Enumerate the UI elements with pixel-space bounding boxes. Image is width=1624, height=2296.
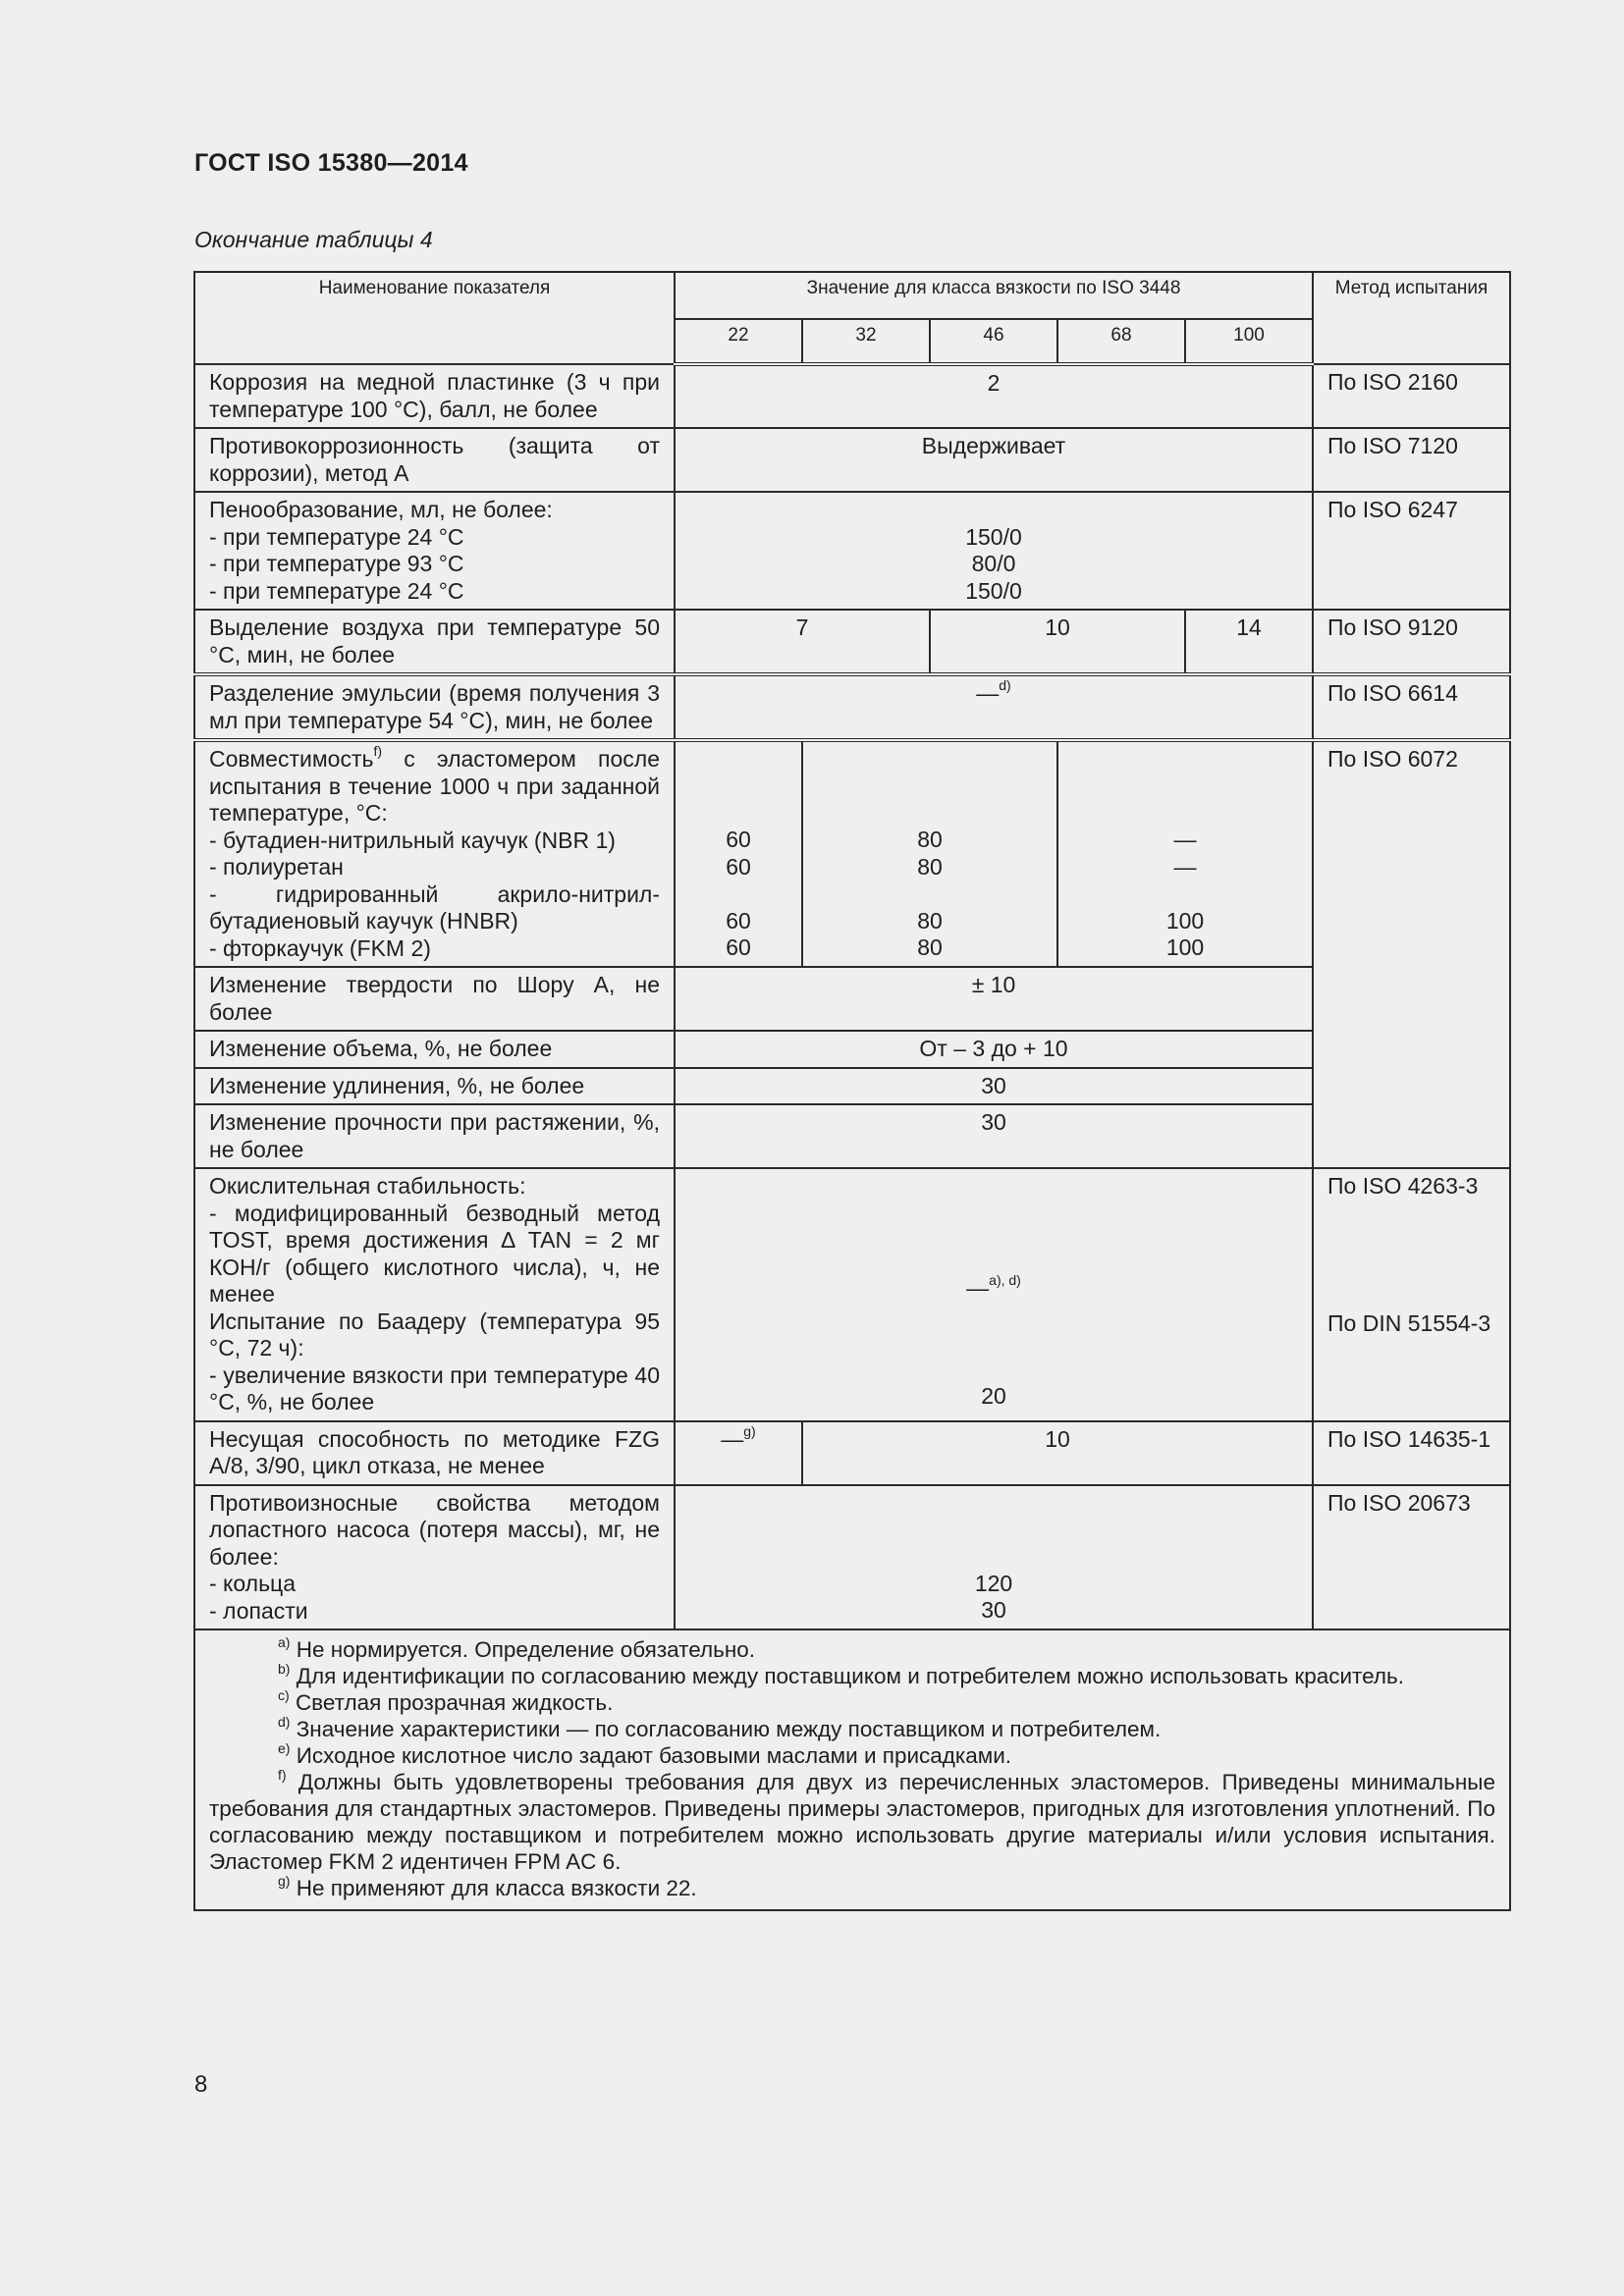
table-row bbox=[194, 492, 1510, 610]
row-value: ± 10 bbox=[675, 967, 1313, 1031]
page-number: 8 bbox=[194, 2071, 208, 2098]
compat-value: 80 bbox=[917, 934, 943, 960]
footnote-text: Исходное кислотное число задают базовыми маслами и присадками. bbox=[296, 1743, 1012, 1768]
row-name: Изменение твердости по Шору А, не более bbox=[194, 967, 675, 1031]
antiwear-item: - кольца bbox=[209, 1571, 297, 1596]
oxidation-item: - увеличение вязкости при температуре 40 °С, %, не более bbox=[209, 1362, 660, 1415]
header-indicator: Наименование показателя bbox=[194, 272, 675, 364]
compat-value: 60 bbox=[726, 934, 751, 960]
row-name: Противокоррозионность (защита от коррозии), метод А bbox=[194, 428, 675, 492]
footnote-mark: b) bbox=[278, 1660, 291, 1677]
row-name: Выделение воздуха при температуре 50 °С, мин, не более bbox=[194, 610, 675, 674]
footnote bbox=[209, 1766, 1495, 1875]
table-row bbox=[194, 1168, 1510, 1421]
row-value bbox=[675, 1421, 802, 1485]
header-method: Метод испытания bbox=[1313, 272, 1510, 364]
footnote bbox=[209, 1739, 1495, 1769]
row-name: Несущая способность по методике FZG A/8, 3/90, цикл отказа, не менее bbox=[194, 1421, 675, 1485]
row-value bbox=[675, 740, 802, 967]
antiwear-value: 120 bbox=[974, 1570, 1013, 1596]
footnote bbox=[209, 1633, 1495, 1663]
footnote-ref: f) bbox=[373, 743, 383, 760]
row-method: По ISO 6072 bbox=[1313, 740, 1510, 1168]
oxidation-method: По DIN 51554-3 bbox=[1327, 1309, 1491, 1336]
row-name bbox=[194, 492, 675, 610]
header-class: 46 bbox=[930, 319, 1057, 364]
foam-value: 150/0 bbox=[965, 577, 1022, 604]
table-row bbox=[194, 1485, 1510, 1630]
foam-item: - при температуре 24 °С bbox=[209, 523, 464, 550]
row-name: Изменение прочности при растяжении, %, не более bbox=[194, 1104, 675, 1168]
table-row bbox=[194, 610, 1510, 674]
compat-title: Совместимость bbox=[209, 746, 374, 772]
table-row bbox=[194, 740, 1510, 967]
table-row bbox=[194, 428, 1510, 492]
row-value: 7 bbox=[675, 610, 930, 674]
compat-item: - гидрированный акрило-нитрил-бутадиеновый каучук (HNBR) bbox=[209, 881, 660, 934]
oxidation-item: - модифицированный безводный метод TOST, время достижения ∆ TAN = 2 мг КОН/г (общего кислотного числа), ч, не менее bbox=[209, 1200, 660, 1307]
table-caption: Окончание таблицы 4 bbox=[194, 227, 433, 252]
compat-value: 80 bbox=[917, 853, 943, 880]
footnote-text: Не нормируется. Определение обязательно. bbox=[296, 1637, 756, 1662]
header-viscosity-group: Значение для класса вязкости по ISO 3448 bbox=[675, 272, 1313, 319]
compat-value: 100 bbox=[1165, 907, 1205, 934]
foam-item: - при температуре 24 °С bbox=[209, 577, 464, 604]
row-value: 2 bbox=[675, 364, 1313, 428]
row-method: По ISO 6614 bbox=[1313, 674, 1510, 740]
foam-item: - при температуре 93 °С bbox=[209, 551, 464, 576]
row-value bbox=[675, 492, 1313, 610]
row-value: 30 bbox=[675, 1104, 1313, 1168]
footnotes-row bbox=[194, 1629, 1510, 1910]
footnote bbox=[209, 1686, 1495, 1716]
compat-value: 80 bbox=[917, 827, 943, 852]
emulsion-value: — bbox=[976, 680, 1000, 706]
row-value bbox=[675, 1168, 1313, 1421]
oxidation-item: Испытание по Баадеру (температура 95 °С, 72 ч): bbox=[209, 1308, 660, 1361]
oxidation-title: Окислительная стабильность: bbox=[209, 1173, 526, 1199]
footnote-mark: c) bbox=[278, 1686, 290, 1703]
compat-item: - полиуретан bbox=[209, 854, 344, 880]
header-class: 22 bbox=[675, 319, 802, 364]
row-name bbox=[194, 1485, 675, 1630]
antiwear-item: - лопасти bbox=[209, 1597, 308, 1624]
compat-item: - фторкаучук (FKM 2) bbox=[209, 934, 431, 961]
row-method: По ISO 6247 bbox=[1313, 492, 1510, 610]
row-method bbox=[1313, 1168, 1510, 1421]
row-method: По ISO 9120 bbox=[1313, 610, 1510, 674]
table-row bbox=[194, 674, 1510, 740]
compat-value: 60 bbox=[726, 853, 751, 880]
foam-value: 80/0 bbox=[971, 551, 1016, 576]
footnote-mark: e) bbox=[278, 1739, 291, 1756]
row-value: 10 bbox=[930, 610, 1185, 674]
row-value bbox=[1057, 740, 1313, 967]
header-class: 32 bbox=[802, 319, 930, 364]
compat-value: 60 bbox=[726, 827, 751, 852]
foam-value: 150/0 bbox=[965, 523, 1022, 550]
row-value bbox=[675, 1485, 1313, 1630]
properties-table bbox=[193, 271, 1511, 1911]
footnote-mark: g) bbox=[278, 1872, 291, 1889]
footnote-ref: g) bbox=[743, 1422, 756, 1439]
header-class: 68 bbox=[1057, 319, 1185, 364]
row-value: 10 bbox=[802, 1421, 1313, 1485]
row-name: Изменение объема, %, не более bbox=[194, 1031, 675, 1068]
footnote bbox=[209, 1660, 1495, 1689]
compat-item: - бутадиен-нитрильный каучук (NBR 1) bbox=[209, 827, 616, 853]
compat-value: 60 bbox=[726, 907, 751, 934]
antiwear-title: Противоизносные свойства методом лопастного насоса (потеря массы), мг, не более: bbox=[209, 1489, 660, 1570]
footnote-mark: a) bbox=[278, 1633, 291, 1650]
compat-value: — bbox=[1173, 853, 1197, 880]
row-name bbox=[194, 740, 675, 967]
row-name: Изменение удлинения, %, не более bbox=[194, 1068, 675, 1105]
footnote-text: Должны быть удовлетворены требования для двух из перечисленных эластомеров. Приведены минимальные требования для стандартных эластомеров. Приведены примеры эластомеров, пригодных для изготовления уплотнений. По согласованию между поставщиком и потребителем можно использовать другие материалы и/или условия испытания. Эластомер FKM 2 идентичен FPM AC 6. bbox=[209, 1770, 1495, 1874]
footnote-ref: d) bbox=[999, 677, 1011, 694]
compat-value: 100 bbox=[1165, 934, 1205, 960]
compat-value: — bbox=[1173, 827, 1197, 852]
row-name: Разделение эмульсии (время получения 3 мл при температуре 54 °С), мин, не более bbox=[194, 674, 675, 740]
row-name: Коррозия на медной пластинке (3 ч при температуре 100 °С), балл, не более bbox=[194, 364, 675, 428]
footnote-text: Значение характеристики — по согласованию между поставщиком и потребителем. bbox=[296, 1717, 1162, 1741]
header-class: 100 bbox=[1185, 319, 1313, 364]
footnote-text: Не применяют для класса вязкости 22. bbox=[296, 1876, 697, 1900]
fzg-value-22: — bbox=[721, 1425, 744, 1452]
row-method: По ISO 7120 bbox=[1313, 428, 1510, 492]
row-value: От – 3 до + 10 bbox=[675, 1031, 1313, 1068]
row-value bbox=[675, 674, 1313, 740]
row-value bbox=[802, 740, 1057, 967]
foam-title: Пенообразование, мл, не более: bbox=[209, 497, 553, 522]
footnote-text: Светлая прозрачная жидкость. bbox=[295, 1690, 614, 1715]
compat-value: 80 bbox=[917, 907, 943, 934]
row-value: 30 bbox=[675, 1068, 1313, 1105]
row-method: По ISO 14635-1 bbox=[1313, 1421, 1510, 1485]
antiwear-value: 30 bbox=[981, 1597, 1006, 1623]
oxidation-method: По ISO 4263-3 bbox=[1327, 1173, 1479, 1199]
table-row bbox=[194, 364, 1510, 428]
footnote-mark: d) bbox=[278, 1713, 291, 1730]
row-value: 14 bbox=[1185, 610, 1313, 674]
row-method: По ISO 2160 bbox=[1313, 364, 1510, 428]
footnotes bbox=[194, 1629, 1510, 1910]
row-name bbox=[194, 1168, 675, 1421]
footnote-text: Для идентификации по согласованию между поставщиком и потребителем можно использовать краситель. bbox=[296, 1664, 1404, 1688]
table-row bbox=[194, 1421, 1510, 1485]
footnote bbox=[209, 1872, 1495, 1901]
compat-title-cont: с эластомером после испытания в течение 1000 ч при заданной температуре, °С: bbox=[209, 746, 660, 826]
footnote bbox=[209, 1713, 1495, 1742]
footnote-ref: a), d) bbox=[989, 1272, 1021, 1289]
document-title: ГОСТ ISO 15380—2014 bbox=[194, 149, 468, 177]
oxidation-value: — bbox=[966, 1275, 990, 1301]
row-method: По ISO 20673 bbox=[1313, 1485, 1510, 1630]
oxidation-value: 20 bbox=[981, 1382, 1006, 1409]
footnote-mark: f) bbox=[278, 1766, 287, 1783]
row-value: Выдерживает bbox=[675, 428, 1313, 492]
